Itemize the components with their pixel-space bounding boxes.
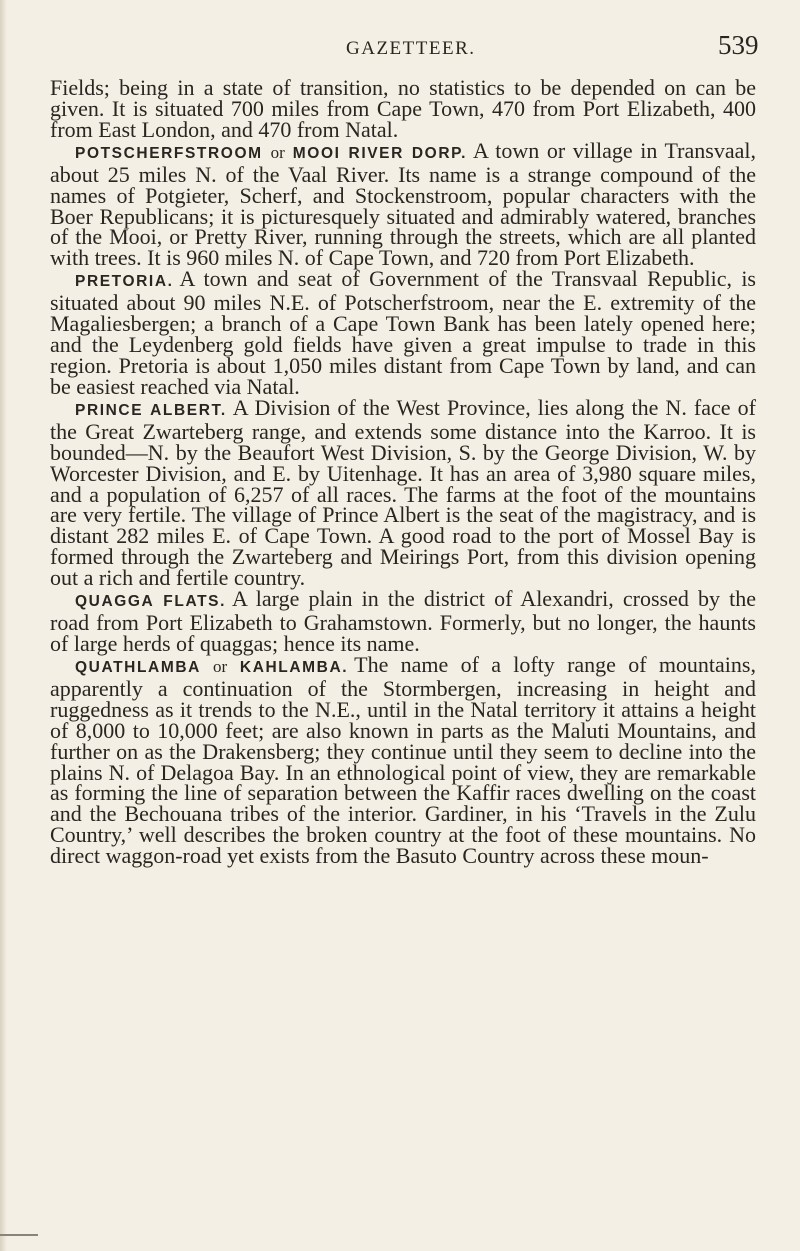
entry-headword: PRETORIA. [75,273,174,291]
entry-headword: POTSCHERFSTROOM or MOOI RIVER DORP. [75,142,467,162]
entry-pretoria [50,266,756,399]
entry-headword: QUAGGA FLATS. [75,593,226,611]
entry-quathlamba [50,651,756,869]
entry-quagga-flats [50,586,756,656]
entry-text: A town and seat of Government of the Transvaal Republic, is situated about 90 miles N.E. of Potscherfstroom, near the E. extremity of the Magaliesbergen; a branch of a Cape Town Bank has been lately opened here; and the Leydenberg gold fields have given a great impulse to trade in this region. Pretoria is about 1,050 miles distant from Cape Town by land, and can be easiest reached via Natal. [50,266,756,399]
entry-headword: PRINCE ALBERT. [75,401,227,419]
entry-text: A large plain in the district of Alexandri, crossed by the road from Port Elizabeth to Grahamstown. Formerly, but no longer, the haunts of large herds of quaggas; hence its name. [50,586,756,656]
entry-text: A town or village in Transvaal, about 25 miles N. of the Vaal River. Its name is a strange compound of the names of Potgieter, Scherf, and Stockenstroom, popular characters with the Boer Republicans; it is picturesquely situated and admirably watered, branches of the Mooi, or Pretty River, running through the streets, which are all planted with trees. It is 960 miles N. of Cape Town, and 720 from Port Elizabeth. [50,137,756,271]
entry-potscherfstroom [50,137,756,271]
entry-headword: QUATHLAMBA or KAHLAMBA. [75,656,349,676]
continuation-paragraph: Fields; being in a state of transition, no statistics to be depended on can be given. It is situated 700 miles from Cape Town, 470 from Port Elizabeth, 400 from East London, and 470 from Natal. [50,75,756,142]
headword-connector: or [270,142,285,162]
page-number: 539 [718,30,759,60]
headword-connector: or [213,656,228,676]
running-head [0,30,800,70]
binding-edge [0,0,7,1251]
entry-prince-albert [50,394,756,591]
page-edge-mark [0,1234,38,1236]
running-title: GAZETTEER. [346,38,476,59]
entry-text: The name of a lofty range of mountains, apparently a continuation of the Stormbergen, increasing in height and ruggedness as it trends to the N.E., until in the Natal territory it attains a height of 8,000 to 10,000 feet; are also known in parts as the Maluti Mountains, and further on as the Drakensberg; they continue until they seem to decline into the plains N. of Delagoa Bay. In an ethnological point of view, they are remarkable as forming the line of separation between the Kaffir races dwelling on the coast and the Bechouana tribes of the interior. Gardiner, in his ‘Travels in the Zulu Country,’ well describes the broken country at the foot of these mountains. No direct waggon-road yet exists from the Basuto Country across these moun- [50,651,756,869]
entry-text: A Division of the West Province, lies along the N. face of the Great Zwarteberg range, and extends some distance into the Karroo. It is bounded—N. by the Beaufort West Division, S. by the George Division, W. by Worcester Division, and E. by Uitenhage. It has an area of 3,980 square miles, and a population of 6,257 of all races. The farms at the foot of the mountains are very fertile. The village of Prince Albert is the seat of the magistracy, and is distant 282 miles E. of Cape Town. A good road to the port of Mossel Bay is formed through the Zwarteberg and Meirings Port, from this division opening out a rich and fertile country. [50,394,756,591]
gazetteer-text [50,75,756,869]
